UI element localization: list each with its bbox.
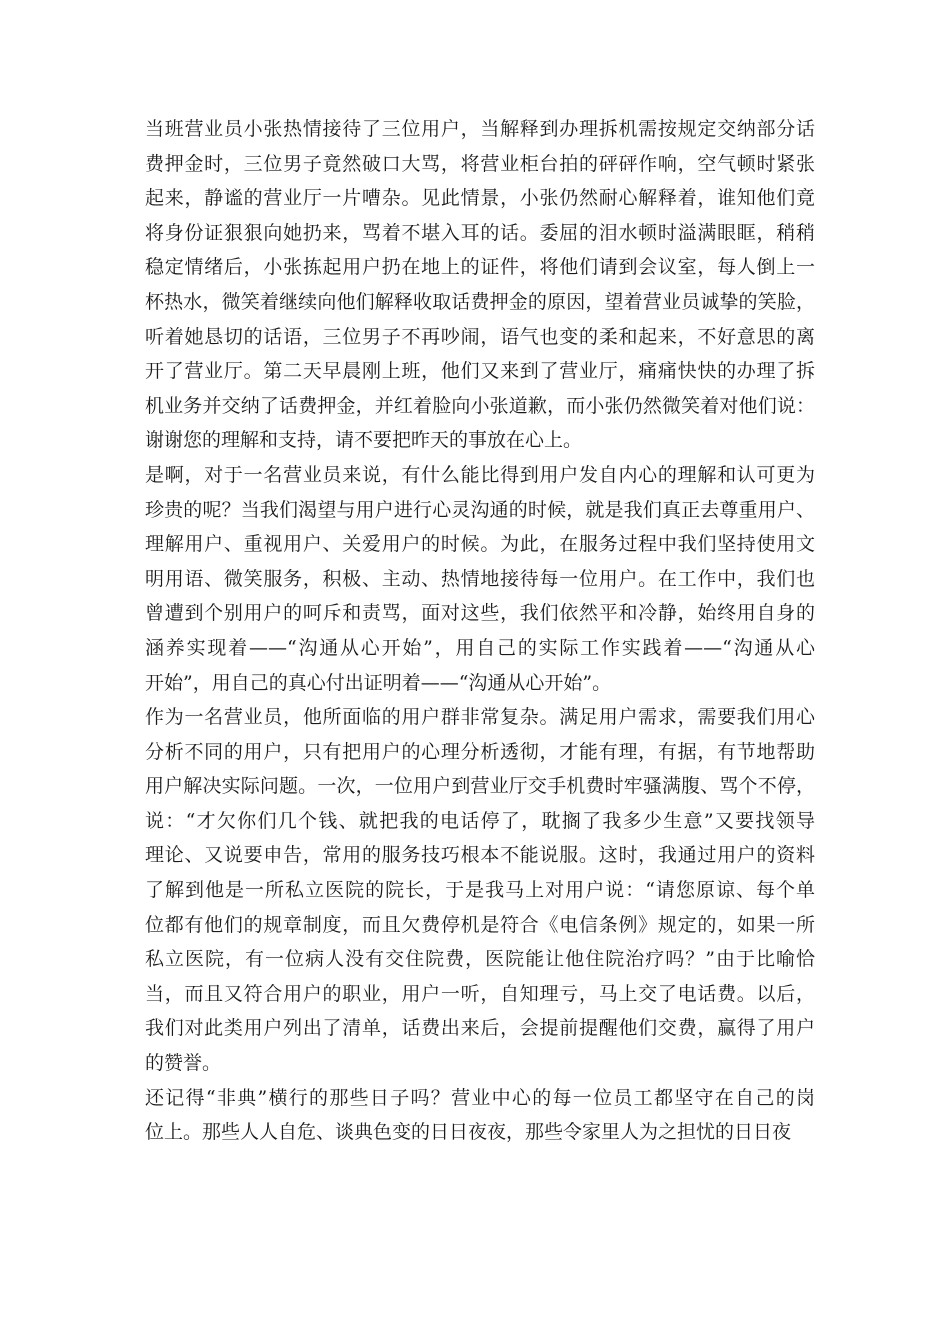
text-line: 我们对此类用户列出了清单，话费出来后，会提前提醒他们交费，赢得了用户 xyxy=(145,1017,815,1040)
text-line: 杯热水，微笑着继续向他们解释收取话费押金的原因，望着营业员诚挚的笑脸， xyxy=(145,290,815,313)
text-line: 私立医院，有一位病人没有交住院费，医院能让他住院治疗吗？”由于比喻恰 xyxy=(145,948,815,971)
text-line: 涵养实现着——“沟通从心开始”，用自己的实际工作实践着——“沟通从心 xyxy=(145,636,815,659)
text-line: 位都有他们的规章制度，而且欠费停机是符合《电信条例》规定的，如果一所 xyxy=(145,913,815,936)
text-line: 当班营业员小张热情接待了三位用户，当解释到办理拆机需按规定交纳部分话 xyxy=(145,118,815,140)
text-line: 说：“才欠你们几个钱、就把我的电话停了，耽搁了我多少生意”又要找领导 xyxy=(145,809,815,832)
text-line: 曾遭到个别用户的呵斥和责骂，面对这些，我们依然平和冷静，始终用自身的 xyxy=(145,602,815,625)
text-line: 理论、又说要申告，常用的服务技巧根本不能说服。这时，我通过用户的资料 xyxy=(145,844,815,867)
text-line: 机业务并交纳了话费押金，并红着脸向小张道歉，而小张仍然微笑着对他们说： xyxy=(145,394,815,417)
text-line: 了解到他是一所私立医院的院长，于是我马上对用户说：“请您原谅、每个单 xyxy=(145,879,815,902)
text-line: 明用语、微笑服务，积极、主动、热情地接待每一位用户。在工作中，我们也 xyxy=(145,567,815,590)
document-body xyxy=(145,112,815,1150)
paragraph xyxy=(145,700,815,1081)
paragraph xyxy=(145,1081,815,1150)
text-line: 将身份证狠狠向她扔来，骂着不堪入耳的话。委屈的泪水顿时溢满眼眶，稍稍 xyxy=(145,221,815,244)
text-line: 谢谢您的理解和支持，请不要把昨天的事放在心上。 xyxy=(145,429,583,452)
paragraph xyxy=(145,112,815,458)
text-line: 珍贵的呢？当我们渴望与用户进行心灵沟通的时候，就是我们真正去尊重用户、 xyxy=(145,498,815,521)
text-line: 当，而且又符合用户的职业，用户一听，自知理亏，马上交了电话费。以后， xyxy=(145,982,815,1005)
text-line: 听着她恳切的话语，三位男子不再吵闹，语气也变的柔和起来，不好意思的离 xyxy=(145,325,815,348)
text-line: 起来，静谧的营业厅一片嘈杂。见此情景，小张仍然耐心解释着，谁知他们竟 xyxy=(145,187,815,210)
text-line: 开始”，用自己的真心付出证明着——“沟通从心开始”。 xyxy=(145,671,612,694)
text-line: 是啊，对于一名营业员来说，有什么能比得到用户发自内心的理解和认可更为 xyxy=(145,463,815,486)
text-line: 理解用户、重视用户、关爱用户的时候。为此，在服务过程中我们坚持使用文 xyxy=(145,533,815,556)
text-line: 位上。那些人人自危、谈典色变的日日夜夜，那些令家里人为之担忧的日日夜 xyxy=(145,1121,792,1144)
text-line: 的赞誉。 xyxy=(145,1052,222,1075)
text-line: 还记得“非典”横行的那些日子吗？营业中心的每一位员工都坚守在自己的岗 xyxy=(145,1086,815,1109)
text-line: 费押金时，三位男子竟然破口大骂，将营业柜台拍的砰砰作响，空气顿时紧张 xyxy=(145,152,815,175)
paragraph xyxy=(145,458,815,700)
text-line: 开了营业厅。第二天早晨刚上班，他们又来到了营业厅，痛痛快快的办理了拆 xyxy=(145,360,815,383)
text-line: 稳定情绪后，小张拣起用户扔在地上的证件，将他们请到会议室，每人倒上一 xyxy=(145,256,815,279)
text-line: 作为一名营业员，他所面临的用户群非常复杂。满足用户需求，需要我们用心 xyxy=(145,706,815,729)
text-line: 分析不同的用户，只有把用户的心理分析透彻，才能有理，有据，有节地帮助 xyxy=(145,740,815,763)
text-line: 用户解决实际问题。一次，一位用户到营业厅交手机费时牢骚满腹、骂个不停， xyxy=(145,775,815,798)
